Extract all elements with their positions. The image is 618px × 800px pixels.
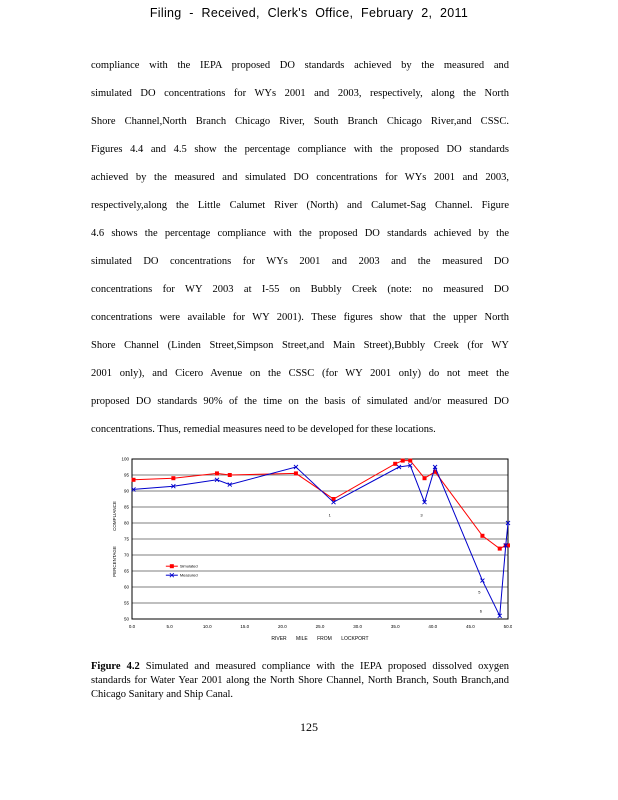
- filing-header: Filing - Received, Clerk's Office, February 2, 2011: [149, 6, 469, 20]
- body-line: proposed DO standards 90% of the time on the basis of simulated and/or measured DO: [91, 396, 509, 407]
- legend-label: Measured: [179, 572, 198, 578]
- body-line: concentrations for WY 2003 at I-55 on Bubbly Creek (note: no measured DO: [91, 284, 509, 295]
- x-tick-label: 30.0: [353, 624, 362, 629]
- y-tick-label: 100: [121, 456, 129, 462]
- x-tick-label: 20.0: [278, 624, 287, 629]
- y-tick-label: 80: [123, 520, 129, 526]
- x-tick-label: 10.0: [202, 624, 212, 629]
- annotation-label: 5: [478, 589, 481, 595]
- y-tick-label: 50: [123, 616, 129, 622]
- body-line: simulated DO concentrations for WYs 2001 and 2003 and the measured DO: [91, 256, 509, 267]
- data-point-simulated: [294, 471, 298, 475]
- body-line: concentrations. Thus, remedial measures need to be developed for these locations.: [91, 424, 436, 435]
- y-tick-labels: [121, 457, 129, 622]
- annotation-label: 3: [420, 512, 423, 518]
- series-simulated: [132, 459, 510, 551]
- data-point-simulated: [408, 459, 412, 463]
- annotation-label: 1: [328, 512, 331, 518]
- y-tick-label: 85: [123, 504, 129, 510]
- annotation-label: 6: [479, 608, 483, 614]
- body-line: 4.6 shows the percentage compliance with the proposed DO standards achieved by the: [91, 228, 509, 239]
- body-line: Shore Channel,North Branch Chicago River, South Branch Chicago River,and CSSC.: [91, 116, 509, 127]
- page-number: 125: [300, 720, 318, 734]
- figure-caption-text: Simulated and measured compliance with the IEPA proposed dissolved oxygen standards for Water Year 2001 along the North Shore Channel, North Branch, South Branch,and Chicago Sanitary and Ship Canal.: [91, 661, 509, 700]
- x-tick-labels: [129, 624, 512, 629]
- y-axis-label: PERCENTAGE COMPLIANCE: [112, 501, 117, 577]
- data-point-simulated: [171, 476, 175, 480]
- data-point-simulated: [498, 547, 502, 551]
- data-point-simulated: [401, 459, 405, 463]
- legend-marker-simulated: [170, 564, 174, 568]
- x-tick-label: 45.0: [466, 624, 475, 629]
- body-line: concentrations were available for WY 2001). These figures show that the upper North: [91, 312, 509, 323]
- figure-label: Figure 4.2: [91, 661, 140, 672]
- chart-gridlines: [132, 459, 508, 619]
- data-point-simulated: [215, 471, 219, 475]
- body-line: simulated DO concentrations for WYs 2001 and 2003, respectively, along the North: [91, 88, 509, 99]
- body-line: Figures 4.4 and 4.5 show the percentage compliance with the proposed DO standards: [91, 144, 509, 155]
- series-measured: [132, 463, 510, 617]
- series-line-simulated: [134, 461, 508, 549]
- x-tick-label: 50.0: [503, 624, 512, 629]
- y-tick-label: 60: [123, 584, 129, 590]
- data-point-simulated: [132, 478, 136, 482]
- data-point-measured: [480, 579, 484, 583]
- data-point-simulated: [423, 476, 427, 480]
- x-tick-label: 0.0: [128, 624, 136, 629]
- body-paragraph: [91, 56, 509, 448]
- body-line: achieved by the measured and simulated DO concentrations for WYs 2001 and 2003,: [91, 172, 509, 183]
- body-line: Shore Channel (Linden Street,Simpson Street,and Main Street),Bubbly Creek (for WY: [91, 340, 509, 351]
- y-tick-label: 90: [123, 488, 129, 494]
- data-point-simulated: [480, 534, 484, 538]
- x-tick-label: 40.0: [428, 624, 438, 629]
- x-tick-label: 35.0: [390, 624, 400, 629]
- body-line: 2001 only), and Cicero Avenue on the CSSC (for WY 2001 only) do not meet the: [91, 368, 509, 379]
- y-tick-label: 70: [123, 552, 129, 558]
- data-point-simulated: [393, 462, 397, 466]
- y-tick-label: 55: [123, 600, 129, 606]
- x-tick-label: 25.0: [315, 624, 325, 629]
- body-line: respectively,along the Little Calumet River (North) and Calumet-Sag Channel. Figure: [91, 200, 509, 211]
- series-line-measured: [134, 465, 508, 615]
- x-axis-label: RIVER MILE FROM LOCKPORT: [271, 636, 369, 642]
- y-tick-label: 65: [123, 568, 129, 574]
- figure-caption: [91, 660, 509, 702]
- compliance-chart: [112, 452, 512, 648]
- y-tick-label: 75: [123, 536, 129, 542]
- legend-label: Simulated: [179, 563, 198, 569]
- body-line: compliance with the IEPA proposed DO standards achieved by the measured and: [91, 60, 509, 71]
- x-tick-label: 5.0: [166, 624, 173, 629]
- x-tick-label: 15.0: [240, 624, 250, 629]
- chart-series: [132, 459, 510, 618]
- y-tick-label: 95: [123, 472, 129, 478]
- chart-annotations: [329, 513, 483, 614]
- data-point-simulated: [228, 473, 232, 477]
